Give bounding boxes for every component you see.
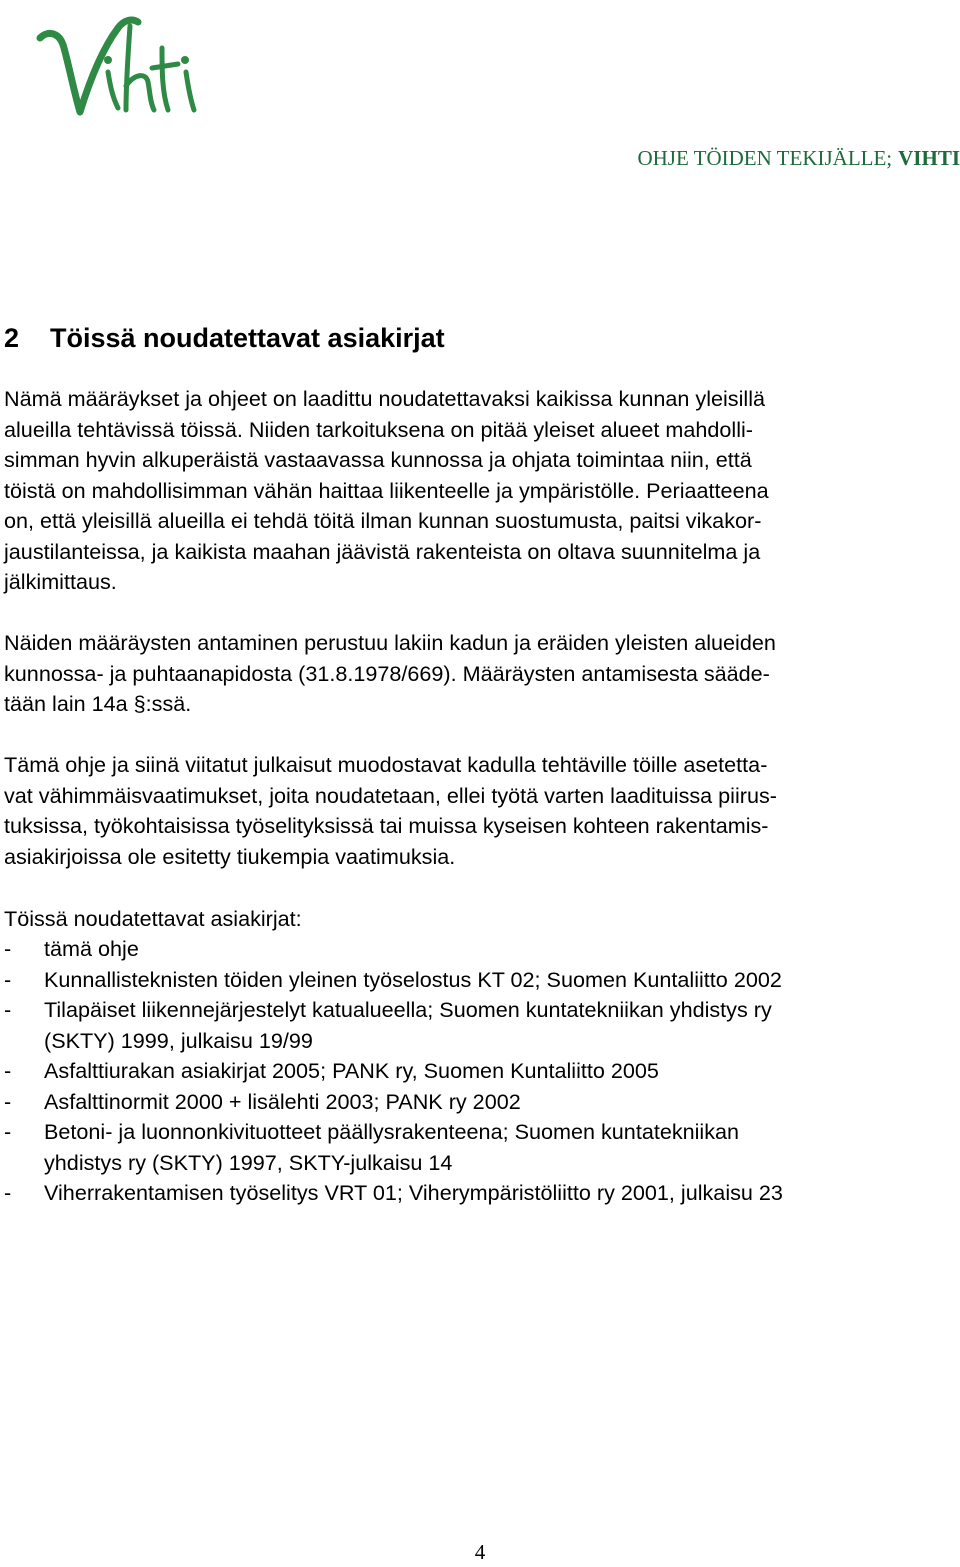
list-item-text: tämä ohje: [44, 936, 139, 961]
section-heading: [4, 321, 445, 355]
paragraph-line: Nämä määräykset ja ohjeet on laadittu noudatettavaksi kaikissa kunnan yleisillä: [4, 386, 766, 411]
list-item: [4, 934, 783, 965]
list-item: [4, 1117, 783, 1178]
running-header: [637, 146, 960, 171]
list-bullet: -: [4, 1119, 12, 1144]
section-title: Töissä noudatettavat asiakirjat: [50, 323, 445, 353]
section-number: 2: [4, 323, 20, 353]
paragraph-legal-basis: [4, 628, 776, 720]
paragraph-line: kunnossa- ja puhtaanapidosta (31.8.1978/669). Määräysten antamisesta sääde-: [4, 660, 770, 686]
vihti-logo: [26, 8, 206, 126]
list-item-text: (SKTY) 1999, julkaisu 19/99: [44, 1027, 313, 1053]
paragraph-requirements: [4, 750, 777, 872]
list-item-text: Tilapäiset liikennejärjestelyt katualueella; Suomen kuntatekniikan yhdistys ry: [44, 997, 772, 1022]
paragraph-line: on, että yleisillä alueilla ei tehdä töitä ilman kunnan suostumusta, paitsi vikakor-: [4, 508, 762, 533]
running-header-title: OHJE TÖIDEN TEKIJÄLLE;: [637, 146, 893, 170]
paragraph-line: jaustilanteissa, ja kaikista maahan jäävistä rakenteista on oltava suunnitelma ja: [4, 538, 761, 564]
list-bullet: -: [4, 1088, 12, 1114]
list-bullet: -: [4, 936, 12, 961]
page-number: 4: [474, 1540, 486, 1564]
list-bullet: -: [4, 1058, 12, 1083]
paragraph-line: Tämä ohje ja siinä viitatut julkaisut muodostavat kadulla tehtäville töille asetetta-: [4, 752, 768, 777]
list-bullet: -: [4, 1180, 12, 1205]
list-item: [4, 995, 783, 1056]
list-bullet: -: [4, 966, 12, 992]
list-item-text: yhdistys ry (SKTY) 1997, SKTY-julkaisu 14: [44, 1149, 453, 1175]
paragraph-line: Näiden määräysten antaminen perustuu lakiin kadun ja eräiden yleisten alueiden: [4, 630, 776, 655]
list-item-text: Betoni- ja luonnonkivituotteet päällysrakenteena; Suomen kuntatekniikan: [44, 1119, 740, 1144]
running-header-brand: VIHTI: [898, 146, 960, 170]
list-item: [4, 1087, 783, 1118]
list-item: [4, 965, 783, 996]
list-item: [4, 1056, 783, 1087]
paragraph-line: alueilla tehtävissä töissä. Niiden tarkoituksena on pitää yleiset alueet mahdolli-: [4, 416, 754, 442]
paragraph-purpose: [4, 384, 769, 598]
list-item-text: Asfalttiurakan asiakirjat 2005; PANK ry, Suomen Kuntaliitto 2005: [44, 1058, 659, 1083]
list-item: [4, 1178, 783, 1209]
paragraph-line: jälkimittaus.: [4, 569, 117, 594]
paragraph-line: asiakirjoissa ole esitetty tiukempia vaatimuksia.: [4, 843, 456, 869]
paragraph-line: vat vähimmäisvaatimukset, joita noudatetaan, ellei työtä varten laadituissa piirus-: [4, 782, 777, 808]
list-item-text: Kunnallisteknisten töiden yleinen työselostus KT 02; Suomen Kuntaliitto 2002: [44, 966, 782, 992]
list-bullet: -: [4, 997, 12, 1022]
paragraph-line: tuksissa, työkohtaisissa työselityksissä tai muissa kyseisen kohteen rakentamis-: [4, 813, 769, 838]
list-item-text: Asfalttinormit 2000 + lisälehti 2003; PANK ry 2002: [44, 1088, 521, 1114]
documents-intro: Töissä noudatettavat asiakirjat:: [4, 906, 302, 931]
paragraph-line: tään lain 14a §:ssä.: [4, 691, 192, 716]
paragraph-line: töistä on mahdollisimman vähän haittaa liikenteelle ja ympäristölle. Periaatteena: [4, 477, 769, 503]
list-item-text: Viherrakentamisen työselitys VRT 01; Viherympäristöliitto ry 2001, julkaisu 23: [44, 1180, 783, 1205]
paragraph-line: simman hyvin alkuperäistä vastaavassa kunnossa ja ohjata toimintaa niin, että: [4, 447, 752, 472]
documents-list: [4, 934, 783, 1209]
